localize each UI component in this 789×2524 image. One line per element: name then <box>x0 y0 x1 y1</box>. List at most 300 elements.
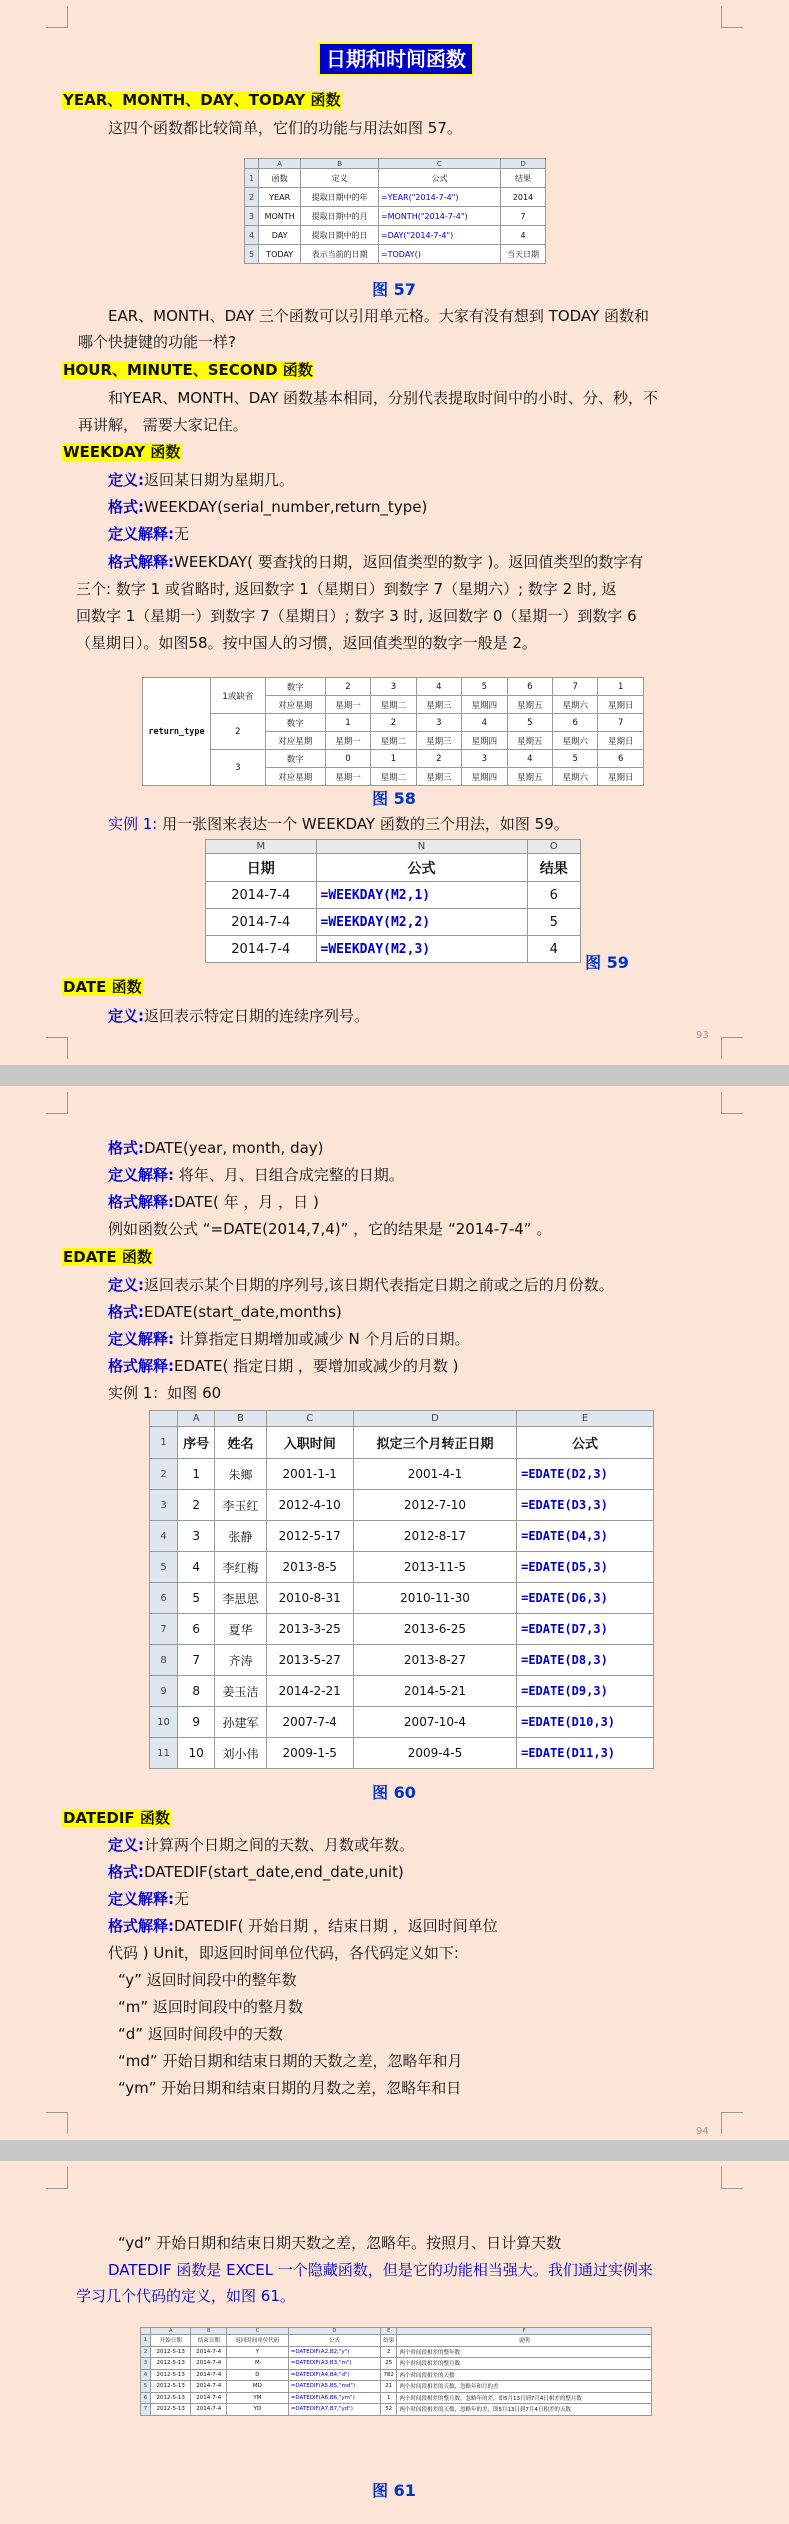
definition-text: 返回表示特定日期的连续序列号。 <box>144 1007 370 1025</box>
table-row <box>150 1552 654 1583</box>
table-cell: TODAY <box>259 245 301 264</box>
table-row <box>141 2381 652 2393</box>
table-cell: MONTH <box>259 207 301 226</box>
table-cell: 6 <box>527 882 580 909</box>
figure-58-caption: 图 58 <box>372 789 416 808</box>
table-cell: 两个时间段相差的天数，忽略年的差，即5月13日到7月4日相差的天数 <box>397 2404 652 2416</box>
column-letter: B <box>215 1411 266 1427</box>
table-cell: 2012-8-17 <box>353 1521 516 1552</box>
unit-code-ym: “ym” 开始日期和结束日期的月数之差，忽略年和日 <box>118 2079 462 2097</box>
table-cell: 星期五 <box>507 696 552 714</box>
paragraph: （星期日）。如图58。按中国人的习惯，返回值类型的数字一般是 2。 <box>76 634 537 652</box>
table-cell: 夏华 <box>215 1614 266 1645</box>
table-cell: =EDATE(D7,3) <box>517 1614 654 1645</box>
definition-explain-label: 定义解释: <box>108 525 174 543</box>
table-cell: 星期二 <box>371 696 416 714</box>
row-number: 3 <box>245 207 259 226</box>
table-cell: 2013-5-27 <box>266 1645 353 1676</box>
table-cell: 李玉红 <box>215 1490 266 1521</box>
table-cell: 星期三 <box>416 768 461 786</box>
paragraph: 回数字 1（星期一）到数字 7（星期日）; 数字 3 时, 返回数字 0（星期一）到数字 6 <box>76 607 637 625</box>
format-explain-label: 格式解释: <box>108 553 174 571</box>
table-cell: 2 <box>416 750 461 768</box>
table-row <box>150 1645 654 1676</box>
format-text: DATEDIF(start_date,end_date,unit) <box>144 1863 404 1881</box>
table-cell: 星期六 <box>553 768 598 786</box>
table-cell: 两个时间段相差的天数 <box>397 2369 652 2381</box>
paragraph: DATEDIF 函数是 EXCEL 一个隐藏函数，但是它的功能相当强大。我们通过实例来 <box>108 2261 653 2279</box>
table-cell: 朱鄉 <box>215 1459 266 1490</box>
definition-explain-label: 定义解释: <box>108 1890 174 1908</box>
format-text: DATE(year, month, day) <box>144 1139 324 1157</box>
table-cell: 2010-11-30 <box>353 1583 516 1614</box>
table-cell: =EDATE(D2,3) <box>517 1459 654 1490</box>
crop-mark <box>46 1037 68 1059</box>
table-cell: 3 <box>416 714 461 732</box>
table-row <box>150 1583 654 1614</box>
table-row <box>206 882 581 909</box>
table-cell: 6 <box>598 750 644 768</box>
table-cell: =YEAR("2014-7-4") <box>378 188 500 207</box>
table-cell: 2014-7-4 <box>191 2392 227 2404</box>
example-label: 实例 1: <box>108 815 158 833</box>
table-header: 姓名 <box>215 1427 266 1459</box>
table-cell: 1 <box>178 1459 215 1490</box>
row-number: 6 <box>150 1583 178 1614</box>
table-header: 定义 <box>301 169 379 188</box>
table-cell: 2014-7-4 <box>191 2381 227 2393</box>
table-cell: 2014-7-4 <box>191 2404 227 2416</box>
table-cell: =DATEDIF(A4,B4,"d") <box>288 2369 380 2381</box>
row-number: 3 <box>150 1490 178 1521</box>
table-cell: 2007-7-4 <box>266 1707 353 1738</box>
table-cell: 2014-7-4 <box>191 2369 227 2381</box>
return-type-value: 1或缺省 <box>211 678 266 714</box>
table-cell: =DATEDIF(A2,B2,"y") <box>288 2346 380 2358</box>
heading-weekday: WEEKDAY 函数 <box>63 443 181 461</box>
format-label: 格式: <box>108 1139 144 1157</box>
crop-mark <box>721 6 743 28</box>
table-cell: 5 <box>553 750 598 768</box>
table-header: 公式 <box>378 169 500 188</box>
table-row <box>143 714 644 732</box>
row-number: 6 <box>141 2392 151 2404</box>
definition-text: 计算两个日期之间的天数、月数或年数。 <box>144 1836 415 1854</box>
table-header: 开始日期 <box>151 2335 191 2347</box>
table-cell: 李红梅 <box>215 1552 266 1583</box>
table-cell: 孙建军 <box>215 1707 266 1738</box>
row-number: 1 <box>141 2335 151 2347</box>
table-cell: 21 <box>380 2381 396 2393</box>
table-row <box>150 1459 654 1490</box>
table-row <box>150 1521 654 1552</box>
table-cell: 2013-6-25 <box>353 1614 516 1645</box>
format-label: 格式: <box>108 498 144 516</box>
table-cell: 782 <box>380 2369 396 2381</box>
page-93 <box>0 0 789 1065</box>
figure-58-table <box>142 677 644 786</box>
heading-date: DATE 函数 <box>63 978 142 996</box>
format-explain-text: DATE( 年 ，月 ，日 ) <box>174 1193 319 1211</box>
table-cell: 4 <box>178 1552 215 1583</box>
column-letter: N <box>316 840 527 854</box>
table-cell: =DATEDIF(A5,B5,"md") <box>288 2381 380 2393</box>
table-cell: 星期日 <box>598 732 644 750</box>
column-letter: A <box>259 159 301 169</box>
definition-explain-text: 无 <box>174 525 190 543</box>
column-letter <box>141 2328 151 2335</box>
row-number: 4 <box>150 1521 178 1552</box>
table-cell: 2014-7-4 <box>206 882 317 909</box>
row-number: 2 <box>141 2346 151 2358</box>
column-letter: A <box>151 2328 191 2335</box>
format-label: 格式: <box>108 1863 144 1881</box>
table-header: 公式 <box>316 854 527 882</box>
table-cell: 2001-1-1 <box>266 1459 353 1490</box>
table-cell: 2012-5-13 <box>151 2392 191 2404</box>
table-cell: 提取日期中的月 <box>301 207 379 226</box>
row-number: 4 <box>245 226 259 245</box>
crop-mark <box>46 6 68 28</box>
table-cell: 1 <box>598 678 644 696</box>
table-cell: Y <box>227 2346 289 2358</box>
table-cell: 7 <box>178 1645 215 1676</box>
table-cell: 2 <box>380 2346 396 2358</box>
table-row <box>143 678 644 696</box>
table-cell: 星期六 <box>553 696 598 714</box>
table-cell: 星期六 <box>553 732 598 750</box>
paragraph: 哪个快捷键的功能一样? <box>78 333 236 351</box>
table-row <box>206 936 581 963</box>
definition-explain-text: 将年、月、日组合成完整的日期。 <box>178 1166 404 1184</box>
format-text: WEEKDAY(serial_number,return_type) <box>144 498 428 516</box>
figure-59-table <box>205 839 581 963</box>
table-cell: 2013-3-25 <box>266 1614 353 1645</box>
table-cell: 星期二 <box>371 768 416 786</box>
table-cell: YD <box>227 2404 289 2416</box>
row-label: 对应星期 <box>265 768 325 786</box>
table-cell: 表示当前的日期 <box>301 245 379 264</box>
table-cell: 2012-5-13 <box>151 2346 191 2358</box>
definition-text: 返回某日期为星期几。 <box>144 471 295 489</box>
row-number: 11 <box>150 1738 178 1769</box>
table-row <box>141 2404 652 2416</box>
table-cell: 9 <box>178 1707 215 1738</box>
table-cell: =EDATE(D9,3) <box>517 1676 654 1707</box>
row-number: 5 <box>150 1552 178 1583</box>
table-cell: 2014-7-4 <box>206 909 317 936</box>
table-cell: =EDATE(D8,3) <box>517 1645 654 1676</box>
table-row <box>150 1490 654 1521</box>
table-cell: 5 <box>527 909 580 936</box>
format-explain-text: DATEDIF( 开始日期 ，结束日期 ，返回时间单位 <box>174 1917 498 1935</box>
table-cell: 2013-8-5 <box>266 1552 353 1583</box>
column-letter <box>245 159 259 169</box>
table-cell: 2009-1-5 <box>266 1738 353 1769</box>
format-explain-text: WEEKDAY( 要查找的日期，返回值类型的数字 )。返回值类型的数字有 <box>174 553 644 571</box>
table-cell: 3 <box>371 678 416 696</box>
paragraph: 代码 ) Unit，即返回时间单位代码，各代码定义如下: <box>108 1944 459 1962</box>
crop-mark <box>721 1037 743 1059</box>
table-row <box>143 750 644 768</box>
return-type-label: return_type <box>143 678 211 786</box>
table-cell: 当天日期 <box>501 245 546 264</box>
column-letter: B <box>301 159 379 169</box>
crop-mark <box>46 2167 68 2189</box>
table-cell: 两个时间段相差的整月数 <box>397 2358 652 2370</box>
unit-code-yd: “yd” 开始日期和结束日期天数之差，忽略年。按照月、日计算天数 <box>118 2234 562 2252</box>
table-cell: 3 <box>462 750 507 768</box>
row-number: 1 <box>150 1427 178 1459</box>
table-row <box>206 909 581 936</box>
row-label: 对应星期 <box>265 732 325 750</box>
figure-57-table <box>244 158 546 264</box>
paragraph: 学习几个代码的定义，如图 61。 <box>76 2287 295 2305</box>
row-number: 7 <box>141 2404 151 2416</box>
table-row <box>150 1614 654 1645</box>
table-cell: 两个时间段相差的天数，忽略年和月的差 <box>397 2381 652 2393</box>
table-cell: =MONTH("2014-7-4") <box>378 207 500 226</box>
table-cell: 星期日 <box>598 696 644 714</box>
table-cell: 1 <box>380 2392 396 2404</box>
column-letter: C <box>378 159 500 169</box>
page-number: 93 <box>696 1030 709 1041</box>
chapter-title: 日期和时间函数 <box>318 42 474 76</box>
table-cell: 提取日期中的年 <box>301 188 379 207</box>
table-cell: 5 <box>462 678 507 696</box>
table-cell: 7 <box>553 678 598 696</box>
unit-code-y: “y” 返回时间段中的整年数 <box>118 1971 297 1989</box>
table-row <box>245 226 546 245</box>
row-number: 9 <box>150 1676 178 1707</box>
figure-61-table <box>140 2327 652 2416</box>
column-letter: E <box>517 1411 654 1427</box>
table-cell: 2 <box>325 678 370 696</box>
table-cell: 李思思 <box>215 1583 266 1614</box>
column-letter: O <box>527 840 580 854</box>
table-cell: DAY <box>259 226 301 245</box>
table-cell: =DATEDIF(A7,B7,"yd") <box>288 2404 380 2416</box>
table-header: 结束日期 <box>191 2335 227 2347</box>
table-header: 说明 <box>397 2335 652 2347</box>
unit-code-m: “m” 返回时间段中的整月数 <box>118 1998 303 2016</box>
table-header: 公式 <box>517 1427 654 1459</box>
table-cell: 4 <box>462 714 507 732</box>
row-label: 数字 <box>265 714 325 732</box>
table-cell: 4 <box>507 750 552 768</box>
row-label: 数字 <box>265 678 325 696</box>
table-cell: 2014-7-4 <box>191 2358 227 2370</box>
figure-57-caption: 图 57 <box>372 280 416 299</box>
unit-code-d: “d” 返回时间段中的天数 <box>118 2025 283 2043</box>
table-row <box>141 2369 652 2381</box>
table-row <box>245 245 546 264</box>
table-header: 拟定三个月转正日期 <box>353 1427 516 1459</box>
column-letter-row <box>245 159 546 169</box>
table-cell: 5 <box>507 714 552 732</box>
heading-datedif: DATEDIF 函数 <box>63 1809 170 1827</box>
definition-label: 定义: <box>108 1276 144 1294</box>
table-cell: 0 <box>325 750 370 768</box>
heading-hour-minute-second: HOUR、MINUTE、SECOND 函数 <box>63 361 313 379</box>
table-cell: 2012-5-13 <box>151 2381 191 2393</box>
example-text: 用一张图来表达一个 WEEKDAY 函数的三个用法，如图 59。 <box>162 815 569 833</box>
row-label: 对应星期 <box>265 696 325 714</box>
table-header: 入职时间 <box>266 1427 353 1459</box>
table-header: 结果 <box>527 854 580 882</box>
table-cell: 2013-8-27 <box>353 1645 516 1676</box>
table-header-row <box>150 1427 654 1459</box>
table-cell: 52 <box>380 2404 396 2416</box>
column-letter-row <box>206 840 581 854</box>
figure-60-caption: 图 60 <box>372 1783 416 1802</box>
table-row <box>141 2392 652 2404</box>
table-header: 公式 <box>288 2335 380 2347</box>
column-letter: D <box>501 159 546 169</box>
table-cell: 4 <box>501 226 546 245</box>
format-label: 格式: <box>108 1303 144 1321</box>
definition-text: 返回表示某个日期的序列号,该日期代表指定日期之前或之后的月份数。 <box>144 1276 614 1294</box>
table-cell: =EDATE(D6,3) <box>517 1583 654 1614</box>
return-type-value: 2 <box>211 714 266 750</box>
table-cell: MD <box>227 2381 289 2393</box>
format-text: EDATE(start_date,months) <box>144 1303 342 1321</box>
table-cell: 2 <box>371 714 416 732</box>
column-letter-row <box>150 1411 654 1427</box>
table-cell: 3 <box>178 1521 215 1552</box>
table-cell: 星期日 <box>598 768 644 786</box>
table-cell: D <box>227 2369 289 2381</box>
table-cell: 7 <box>598 714 644 732</box>
table-cell: 星期三 <box>416 732 461 750</box>
table-cell: =DATEDIF(A3,B3,"m") <box>288 2358 380 2370</box>
table-cell: 姜玉洁 <box>215 1676 266 1707</box>
table-cell: 星期四 <box>462 732 507 750</box>
table-cell: =WEEKDAY(M2,3) <box>316 936 527 963</box>
table-cell: =EDATE(D4,3) <box>517 1521 654 1552</box>
table-cell: =DATEDIF(A6,B6,"ym") <box>288 2392 380 2404</box>
table-cell: 2014-5-21 <box>353 1676 516 1707</box>
table-cell: 25 <box>380 2358 396 2370</box>
table-cell: 星期一 <box>325 768 370 786</box>
paragraph: 这四个函数都比较简单，它们的功能与用法如图 57。 <box>108 119 462 137</box>
crop-mark <box>46 2112 68 2134</box>
table-cell: 2 <box>178 1490 215 1521</box>
definition-label: 定义: <box>108 1007 144 1025</box>
table-row <box>245 207 546 226</box>
figure-60-table <box>149 1410 654 1769</box>
column-letter: C <box>227 2328 289 2335</box>
paragraph: 再讲解， 需要大家记住。 <box>78 416 248 434</box>
heading-year-month-day-today: YEAR、MONTH、DAY、TODAY 函数 <box>63 91 341 109</box>
column-letter: D <box>353 1411 516 1427</box>
row-number: 4 <box>141 2369 151 2381</box>
table-header: 序号 <box>178 1427 215 1459</box>
table-cell: 2014-7-4 <box>191 2346 227 2358</box>
table-cell: 2013-11-5 <box>353 1552 516 1583</box>
table-cell: 2012-7-10 <box>353 1490 516 1521</box>
table-cell: 6 <box>553 714 598 732</box>
table-cell: 7 <box>501 207 546 226</box>
paragraph: EAR、MONTH、DAY 三个函数可以引用单元格。大家有没有想到 TODAY 函数和 <box>108 307 649 325</box>
column-letter: D <box>288 2328 380 2335</box>
table-cell: =EDATE(D3,3) <box>517 1490 654 1521</box>
table-header: 函数 <box>259 169 301 188</box>
table-header-row <box>245 169 546 188</box>
table-cell: 张静 <box>215 1521 266 1552</box>
table-cell: 6 <box>507 678 552 696</box>
table-cell: 4 <box>416 678 461 696</box>
table-cell: 两个时间段相差的整年数 <box>397 2346 652 2358</box>
row-number: 2 <box>150 1459 178 1490</box>
table-row <box>245 188 546 207</box>
format-explain-label: 格式解释: <box>108 1917 174 1935</box>
column-letter: A <box>178 1411 215 1427</box>
table-cell: 2007-10-4 <box>353 1707 516 1738</box>
definition-explain-text: 无 <box>174 1890 190 1908</box>
table-header: 结果 <box>501 169 546 188</box>
unit-code-md: “md” 开始日期和结束日期的天数之差，忽略年和月 <box>118 2052 463 2070</box>
table-cell: =TODAY() <box>378 245 500 264</box>
table-cell: 2012-5-17 <box>266 1521 353 1552</box>
table-header: 返回时间单位代码 <box>227 2335 289 2347</box>
figure-61-caption: 图 61 <box>372 2481 416 2500</box>
table-cell: 两个时间段相差的整月数，忽略年的差，即5月13日到7月4日相差的整月数 <box>397 2392 652 2404</box>
definition-label: 定义: <box>108 1836 144 1854</box>
crop-mark <box>721 1092 743 1114</box>
table-row <box>141 2346 652 2358</box>
figure-59-caption: 图 59 <box>585 953 629 972</box>
row-number: 8 <box>150 1645 178 1676</box>
table-cell: 星期二 <box>371 732 416 750</box>
definition-explain-label: 定义解释: <box>108 1330 174 1348</box>
paragraph: 实例 1：如图 60 <box>108 1384 222 1402</box>
table-cell: 2010-8-31 <box>266 1583 353 1614</box>
table-cell: 星期一 <box>325 732 370 750</box>
table-header: 结果 <box>380 2335 396 2347</box>
definition-explain-label: 定义解释: <box>108 1166 174 1184</box>
format-explain-text: EDATE( 指定日期 ，要增加或减少的月数 ) <box>174 1357 459 1375</box>
paragraph: 例如函数公式 “=DATE(2014,7,4)” ，它的结果是 “2014-7-4” 。 <box>108 1220 552 1238</box>
paragraph: 和YEAR、MONTH、DAY 函数基本相同，分别代表提取时间中的小时、分、秒，不 <box>108 389 659 407</box>
table-cell: =WEEKDAY(M2,1) <box>316 882 527 909</box>
format-explain-label: 格式解释: <box>108 1193 174 1211</box>
table-cell: =WEEKDAY(M2,2) <box>316 909 527 936</box>
crop-mark <box>46 1092 68 1114</box>
row-number: 7 <box>150 1614 178 1645</box>
row-label: 数字 <box>265 750 325 768</box>
table-row <box>150 1707 654 1738</box>
table-cell: 6 <box>178 1614 215 1645</box>
table-row <box>150 1738 654 1769</box>
paragraph: 三个: 数字 1 或省略时, 返回数字 1（星期日）到数字 7（星期六）; 数字 2 时, 返 <box>76 580 617 598</box>
crop-mark <box>721 2112 743 2134</box>
table-cell: 星期五 <box>507 768 552 786</box>
row-number: 10 <box>150 1707 178 1738</box>
table-cell: 2012-5-13 <box>151 2369 191 2381</box>
table-cell: 2014-2-21 <box>266 1676 353 1707</box>
table-cell: 2012-5-13 <box>151 2404 191 2416</box>
table-cell: 星期一 <box>325 696 370 714</box>
column-letter: C <box>266 1411 353 1427</box>
table-cell: 星期四 <box>462 768 507 786</box>
table-row <box>141 2358 652 2370</box>
table-row <box>150 1676 654 1707</box>
page-number: 94 <box>696 2126 709 2137</box>
table-cell: 星期三 <box>416 696 461 714</box>
table-header-row <box>141 2335 652 2347</box>
row-number: 2 <box>245 188 259 207</box>
